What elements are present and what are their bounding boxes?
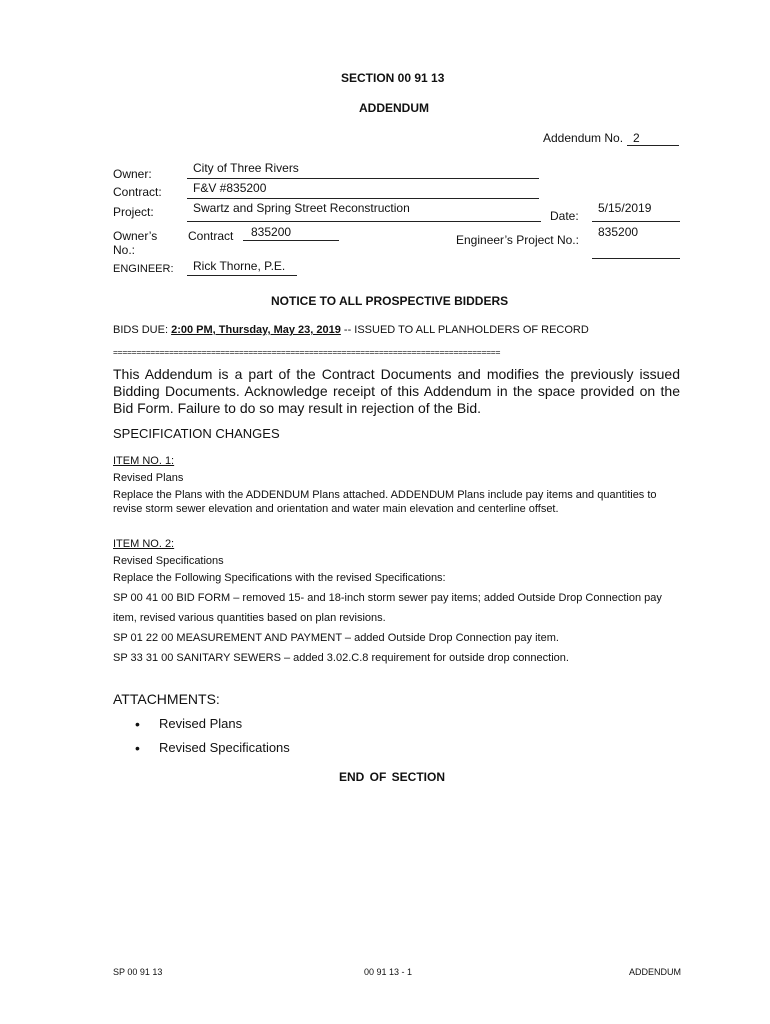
item2-line1: Replace the Following Specifications with the revised Specifications: <box>113 572 446 584</box>
contract-label: Contract: <box>113 185 162 199</box>
date-label: Date: <box>550 209 579 223</box>
bids-due-label: BIDS DUE: <box>113 324 169 336</box>
document-type: ADDENDUM <box>359 101 429 115</box>
owner-value: City of Three Rivers <box>193 161 299 175</box>
engineer-project-underline <box>592 258 680 259</box>
project-underline <box>187 221 541 222</box>
date-value: 5/15/2019 <box>598 201 652 215</box>
addendum-number-value: 2 <box>633 131 640 145</box>
owners-label: Owner’s <box>113 229 158 243</box>
item2-line5: SP 33 31 00 SANITARY SEWERS – added 3.02.C.8 requirement for outside drop connection. <box>113 652 569 664</box>
bullet-icon: • <box>135 740 140 756</box>
owners-contract-value: 835200 <box>251 225 292 239</box>
notice-title: NOTICE TO ALL PROSPECTIVE BIDDERS <box>271 294 509 308</box>
contract-underline <box>187 198 539 199</box>
owners-contract-label: Contract <box>188 229 234 243</box>
attachments-heading: ATTACHMENTS: <box>113 691 220 707</box>
bids-due-value: 2:00 PM, Thursday, May 23, 2019 <box>171 324 341 336</box>
end-of-section: END OF SECTION <box>339 770 446 784</box>
footer-left: SP 00 91 13 <box>113 967 163 977</box>
item1-text: Replace the Plans with the ADDENDUM Plans attached. ADDENDUM Plans include pay items and quantities to revise storm sewer elevation and orientation and water main elevation and centerline offset. <box>113 489 657 515</box>
bids-due-suffix: -- ISSUED TO ALL PLANHOLDERS OF RECORD <box>343 324 589 336</box>
attachment-item: Revised Specifications <box>159 740 290 755</box>
separator-line: =================================================================================== <box>113 347 501 357</box>
engineer-value: Rick Thorne, P.E. <box>193 259 286 273</box>
attachment-item: Revised Plans <box>159 716 243 731</box>
project-value: Swartz and Spring Street Reconstruction <box>193 201 410 215</box>
engineer-project-label: Engineer’s Project No.: <box>456 233 579 247</box>
item2-line2: SP 00 41 00 BID FORM – removed 15- and 18-inch storm sewer pay items; added Outside Drop Connection pay <box>113 592 662 604</box>
bids-due-line <box>113 324 589 336</box>
footer-right: ADDENDUM <box>629 967 682 977</box>
footer-page-number: 00 91 13 - 1 <box>364 967 413 977</box>
item1-title: Revised Plans <box>113 472 184 484</box>
item1-label: ITEM NO. 1: <box>113 455 175 467</box>
item2-title: Revised Specifications <box>113 555 224 567</box>
engineer-underline <box>187 275 297 276</box>
owners-contract-underline <box>243 240 339 241</box>
owner-label: Owner: <box>113 167 152 181</box>
owners-label-no: No.: <box>113 243 136 257</box>
intro-paragraph: This Addendum is a part of the Contract Documents and modifies the previously issued Bidding Documents. Acknowledge receipt of this Addendum in the space provided on the Bid Form. Failure to do so may result in rejection of the Bid. <box>113 366 680 416</box>
contract-value: F&V #835200 <box>193 181 267 195</box>
owner-underline <box>187 178 539 179</box>
addendum-number-underline <box>627 145 679 146</box>
engineer-label: ENGINEER: <box>113 263 174 275</box>
date-underline <box>592 221 680 222</box>
addendum-number-label: Addendum No. <box>543 131 624 145</box>
item2-line4: SP 01 22 00 MEASUREMENT AND PAYMENT – added Outside Drop Connection pay item. <box>113 632 559 644</box>
item2-line3: item, revised various quantities based on plan revisions. <box>113 612 386 624</box>
section-title: SECTION 00 91 13 <box>341 71 445 85</box>
project-label: Project: <box>113 205 154 219</box>
bullet-icon: • <box>135 716 140 732</box>
engineer-project-value: 835200 <box>598 225 639 239</box>
item2-label: ITEM NO. 2: <box>113 538 175 550</box>
spec-changes-heading: SPECIFICATION CHANGES <box>113 426 280 441</box>
